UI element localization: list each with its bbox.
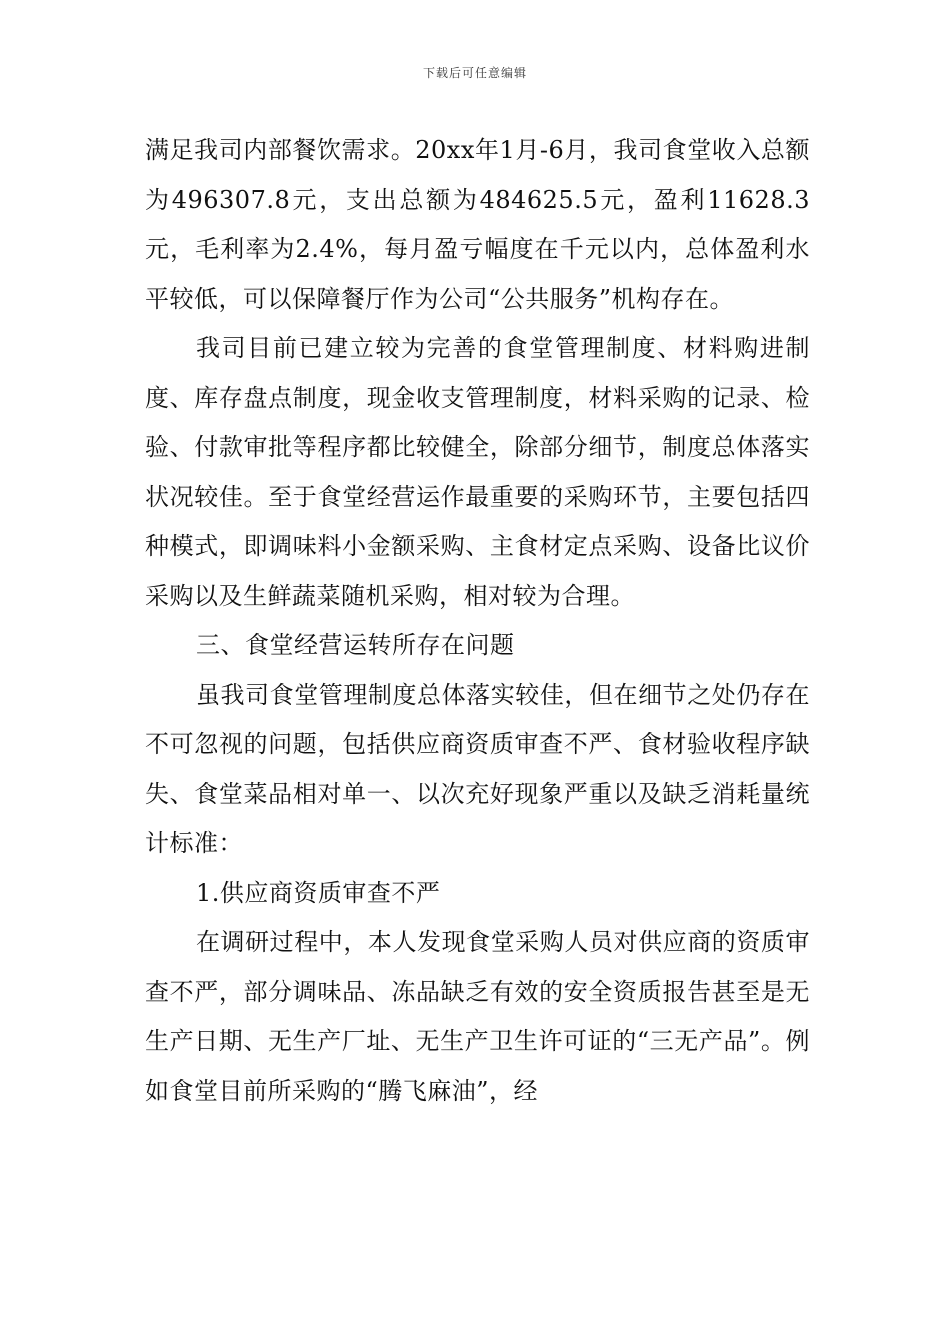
page-header-note: 下载后可任意编辑 [422,66,527,80]
paragraph-problems-overview: 虽我司食堂管理制度总体落实较佳，但在细节之处仍存在不可忽视的问题，包括供应商资质审查不严、食材验收程序缺失、食堂菜品相对单一、以次充好现象严重以及缺乏消耗量统计标准： [145,680,810,857]
section-heading-problems: 三、食堂经营运转所存在问题 [196,631,515,659]
paragraph-supplier-review: 在调研过程中，本人发现食堂采购人员对供应商的资质审查不严，部分调味品、冻品缺乏有效的安全资质报告甚至是无生产日期、无生产厂址、无生产卫生许可证的“三无产品”。例如食堂目前所采购的“腾飞麻油”，经 [145,928,810,1105]
paragraph-canteen-finance: 满足我司内部餐饮需求。20xx年1月-6月，我司食堂收入总额为496307.8元，支出总额为484625.5元，盈利11628.3元，毛利率为2.4%，每月盈亏幅度在千元以内，总体盈利水平较低，可以保障餐厅作为公司“公共服务”机构存在。 [145,136,810,313]
paragraph-management-system: 我司目前已建立较为完善的食堂管理制度、材料购进制度、库存盘点制度，现金收支管理制度，材料采购的记录、检验、付款审批等程序都比较健全，除部分细节，制度总体落实状况较佳。至于食堂经营运作最重要的采购环节，主要包括四种模式，即调味料小金额采购、主食材定点采购、设备比议价采购以及生鲜蔬菜随机采购，相对较为合理。 [145,334,810,610]
subheading-supplier-review: 1.供应商资质审查不严 [196,878,441,907]
document-body [145,126,810,1116]
